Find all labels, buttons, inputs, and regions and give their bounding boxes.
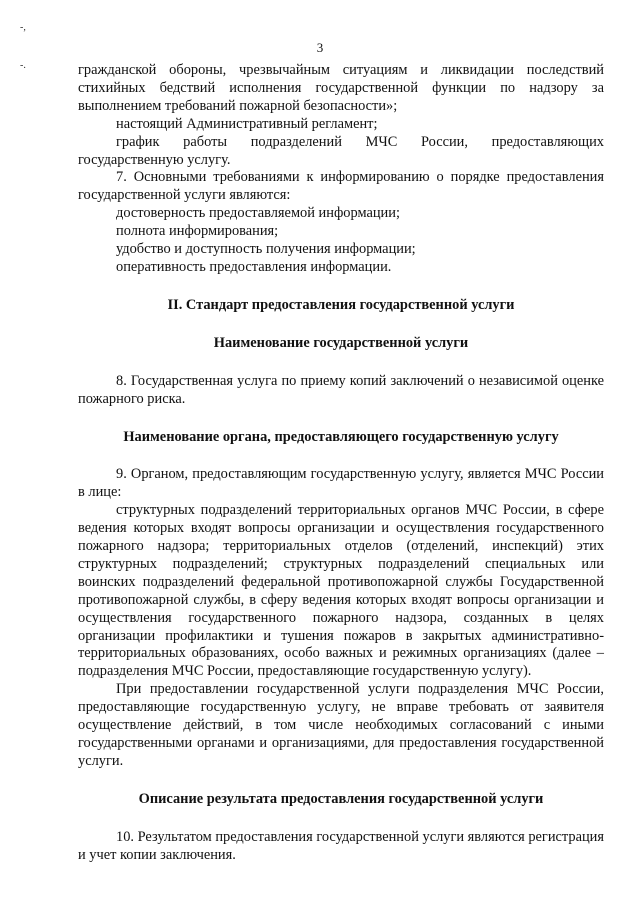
document-body — [78, 62, 604, 865]
paragraph: удобство и доступность получения информации; — [116, 241, 416, 258]
paragraph: оперативность предоставления информации. — [116, 258, 392, 275]
section-heading: Наименование государственной услуги — [213, 334, 469, 351]
paragraph: 10. Результатом предоставления государственной услуги являются регистрация и учет копии заключения. — [78, 828, 604, 863]
paragraph: 7. Основными требованиями к информированию о порядке предоставления государственной услуги являются: — [78, 169, 604, 204]
section-spacer — [78, 315, 604, 335]
section-heading: Описание результата предоставления государственной услуги — [138, 790, 544, 807]
section-spacer — [78, 446, 604, 466]
section-spacer — [78, 277, 604, 297]
section-spacer — [78, 409, 604, 429]
paragraph: полнота информирования; — [116, 223, 279, 240]
margin-mark: -, — [20, 22, 26, 33]
section-heading: Наименование органа, предоставляющего государственную услугу — [123, 428, 559, 445]
section-spacer — [78, 353, 604, 373]
paragraph: график работы подразделений МЧС России, предоставляющих государственную услугу. — [78, 133, 604, 168]
section-heading: II. Стандарт предоставления государственной услуги — [167, 296, 515, 313]
section-spacer — [78, 809, 604, 829]
margin-mark: -. — [20, 60, 26, 71]
page-number: 3 — [316, 40, 324, 55]
paragraph: 9. Органом, предоставляющим государственную услугу, является МЧС России в лице: — [78, 466, 604, 501]
paragraph: гражданской обороны, чрезвычайным ситуациям и ликвидации последствий стихийных бедствий исполнения государственной функции по надзору за выполнением требований пожарной безопасности»; — [78, 62, 604, 114]
section-spacer — [78, 771, 604, 791]
paragraph: структурных подразделений территориальных органов МЧС России, в сфере ведения которых входят вопросы организации и осуществления государственного пожарного надзора; территориальных отделов (отделений, инспекций) этих структурных подразделений; структурных подразделений специальных или воинских подразделений федеральной противопожарной службы Государственной противопожарной службы, в сферу ведения которых входят вопросы организации и осуществления государственного пожарного надзора, созданных в целях организации профилактики и тушения пожаров в закрытых административно-территориальных образованиях, особо важных и режимных организациях (далее – подразделения МЧС России, предоставляющие государственную услугу). — [78, 502, 604, 680]
paragraph: достоверность предоставляемой информации; — [116, 205, 400, 222]
paragraph: При предоставлении государственной услуги подразделения МЧС России, предоставляющие государственную услугу, не вправе требовать от заявителя осуществление действий, в том числе необходимых согласований с иными государственными органами и организациями, для предоставления государственной услуги. — [78, 681, 604, 769]
paragraph: настоящий Административный регламент; — [116, 115, 378, 132]
paragraph: 8. Государственная услуга по приему копий заключений о независимой оценке пожарного риска. — [78, 372, 604, 407]
